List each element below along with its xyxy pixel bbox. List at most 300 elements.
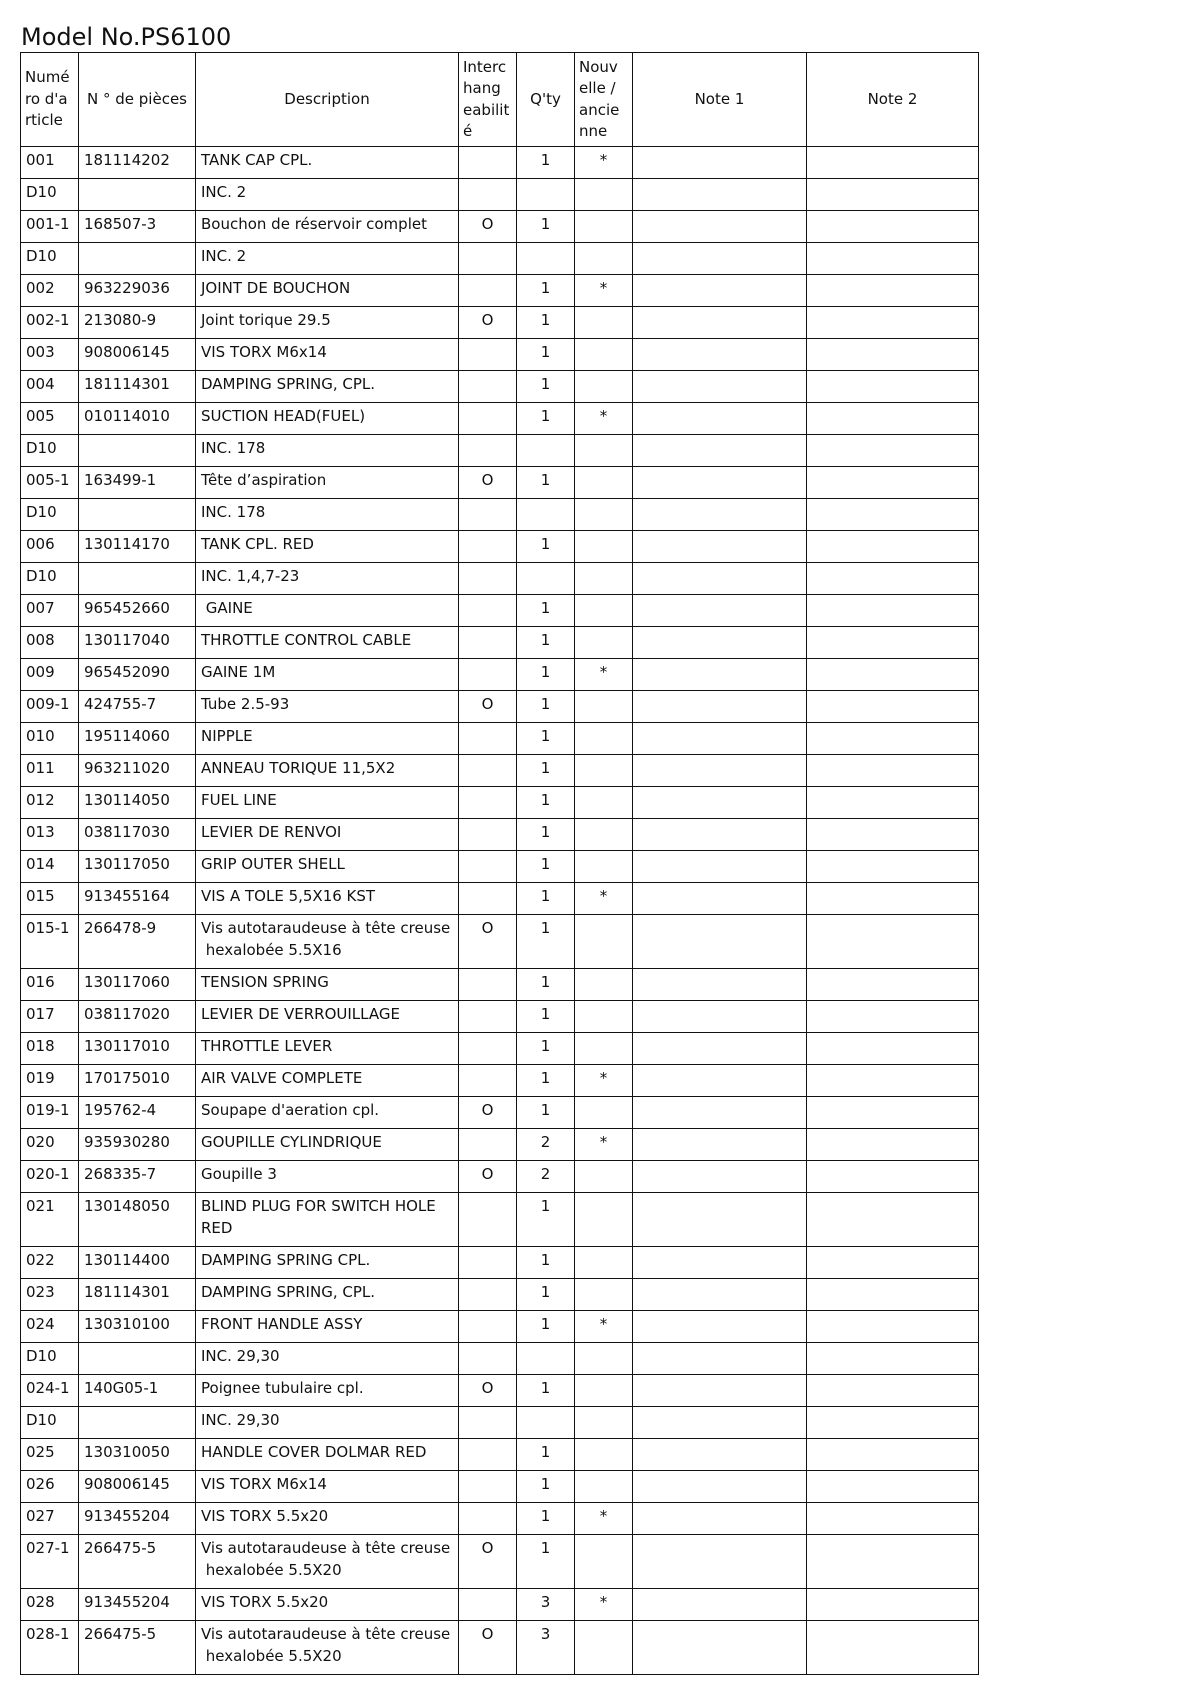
new-old-cell (575, 755, 633, 787)
item-number-cell: 027 (21, 1503, 79, 1535)
item-number-cell: 005 (21, 403, 79, 435)
note-1-cell (633, 1375, 807, 1407)
note-1-cell (633, 1439, 807, 1471)
note-2-cell (807, 723, 979, 755)
note-1-cell (633, 1193, 807, 1247)
new-old-cell (575, 723, 633, 755)
new-old-cell (575, 1097, 633, 1129)
note-1-cell (633, 915, 807, 969)
item-number-cell: D10 (21, 179, 79, 211)
part-number-cell: 130114050 (79, 787, 196, 819)
new-old-cell (575, 179, 633, 211)
new-old-cell (575, 1247, 633, 1279)
interchangeability-cell (459, 1407, 517, 1439)
note-2-cell (807, 1343, 979, 1375)
table-row (21, 1001, 979, 1033)
part-number-cell: 935930280 (79, 1129, 196, 1161)
table-row (21, 563, 979, 595)
note-1-cell (633, 435, 807, 467)
new-old-cell (575, 1161, 633, 1193)
note-1-cell (633, 969, 807, 1001)
interchangeability-cell (459, 1279, 517, 1311)
item-number-cell: 028-1 (21, 1621, 79, 1675)
part-number-cell (79, 499, 196, 531)
new-old-cell (575, 1407, 633, 1439)
interchangeability-cell: O (459, 1535, 517, 1589)
part-number-cell (79, 435, 196, 467)
new-old-cell (575, 467, 633, 499)
note-2-cell (807, 1589, 979, 1621)
table-row (21, 435, 979, 467)
new-old-cell: * (575, 883, 633, 915)
part-number-cell: 130310100 (79, 1311, 196, 1343)
description-cell: INC. 178 (196, 435, 459, 467)
note-2-cell (807, 1129, 979, 1161)
item-number-cell: 020-1 (21, 1161, 79, 1193)
interchangeability-cell: O (459, 1161, 517, 1193)
item-number-cell: 005-1 (21, 467, 79, 499)
item-number-cell: D10 (21, 435, 79, 467)
note-2-cell (807, 371, 979, 403)
new-old-cell (575, 307, 633, 339)
item-number-cell: 025 (21, 1439, 79, 1471)
note-1-cell (633, 755, 807, 787)
note-1-cell (633, 371, 807, 403)
description-cell: INC. 2 (196, 243, 459, 275)
part-number-cell: 130114400 (79, 1247, 196, 1279)
header-description: Description (196, 53, 459, 147)
quantity-cell: 1 (517, 211, 575, 243)
description-cell: THROTTLE LEVER (196, 1033, 459, 1065)
note-1-cell (633, 1065, 807, 1097)
note-2-cell (807, 339, 979, 371)
description-cell: INC. 178 (196, 499, 459, 531)
quantity-cell: 1 (517, 627, 575, 659)
interchangeability-cell (459, 969, 517, 1001)
item-number-cell: D10 (21, 1343, 79, 1375)
new-old-cell (575, 787, 633, 819)
description-cell: TENSION SPRING (196, 969, 459, 1001)
header-item-number: Numé ro d'a rticle (21, 53, 79, 147)
interchangeability-cell (459, 179, 517, 211)
note-1-cell (633, 243, 807, 275)
note-1-cell (633, 851, 807, 883)
part-number-cell: 130117010 (79, 1033, 196, 1065)
quantity-cell: 1 (517, 307, 575, 339)
new-old-cell: * (575, 1503, 633, 1535)
new-old-cell: * (575, 1129, 633, 1161)
quantity-cell: 1 (517, 1065, 575, 1097)
table-row (21, 723, 979, 755)
description-cell: AIR VALVE COMPLETE (196, 1065, 459, 1097)
note-1-cell (633, 723, 807, 755)
item-number-cell: 004 (21, 371, 79, 403)
quantity-cell (517, 435, 575, 467)
quantity-cell: 3 (517, 1589, 575, 1621)
interchangeability-cell: O (459, 307, 517, 339)
note-2-cell (807, 499, 979, 531)
table-row (21, 371, 979, 403)
interchangeability-cell (459, 1589, 517, 1621)
item-number-cell: 015 (21, 883, 79, 915)
note-2-cell (807, 627, 979, 659)
quantity-cell: 1 (517, 467, 575, 499)
description-cell: FRONT HANDLE ASSY (196, 1311, 459, 1343)
description-cell: DAMPING SPRING, CPL. (196, 371, 459, 403)
quantity-cell (517, 179, 575, 211)
new-old-cell (575, 1001, 633, 1033)
part-number-cell (79, 179, 196, 211)
description-cell: Tube 2.5-93 (196, 691, 459, 723)
new-old-cell (575, 211, 633, 243)
new-old-cell: * (575, 147, 633, 179)
quantity-cell: 1 (517, 1311, 575, 1343)
table-row (21, 1535, 979, 1589)
interchangeability-cell (459, 435, 517, 467)
interchangeability-cell (459, 243, 517, 275)
description-cell: Joint torique 29.5 (196, 307, 459, 339)
quantity-cell: 1 (517, 531, 575, 563)
part-number-cell (79, 243, 196, 275)
item-number-cell: 009 (21, 659, 79, 691)
note-1-cell (633, 179, 807, 211)
part-number-cell: 130117050 (79, 851, 196, 883)
part-number-cell: 038117020 (79, 1001, 196, 1033)
part-number-cell: 181114301 (79, 1279, 196, 1311)
description-cell: ANNEAU TORIQUE 11,5X2 (196, 755, 459, 787)
interchangeability-cell (459, 499, 517, 531)
part-number-cell: 130148050 (79, 1193, 196, 1247)
note-2-cell (807, 851, 979, 883)
part-number-cell: 130117060 (79, 969, 196, 1001)
table-row (21, 1193, 979, 1247)
part-number-cell: 130114170 (79, 531, 196, 563)
description-cell: SUCTION HEAD(FUEL) (196, 403, 459, 435)
description-cell: DAMPING SPRING, CPL. (196, 1279, 459, 1311)
note-2-cell (807, 147, 979, 179)
table-row (21, 969, 979, 1001)
table-row (21, 339, 979, 371)
table-row (21, 1311, 979, 1343)
note-1-cell (633, 1001, 807, 1033)
new-old-cell (575, 969, 633, 1001)
table-row (21, 1407, 979, 1439)
interchangeability-cell (459, 403, 517, 435)
note-1-cell (633, 1407, 807, 1439)
table-row (21, 275, 979, 307)
description-cell: THROTTLE CONTROL CABLE (196, 627, 459, 659)
part-number-cell: 963211020 (79, 755, 196, 787)
note-2-cell (807, 179, 979, 211)
note-2-cell (807, 403, 979, 435)
interchangeability-cell (459, 275, 517, 307)
description-cell: HANDLE COVER DOLMAR RED (196, 1439, 459, 1471)
note-2-cell (807, 1001, 979, 1033)
interchangeability-cell: O (459, 691, 517, 723)
item-number-cell: 027-1 (21, 1535, 79, 1589)
new-old-cell (575, 851, 633, 883)
part-number-cell: 130310050 (79, 1439, 196, 1471)
note-1-cell (633, 403, 807, 435)
note-2-cell (807, 1621, 979, 1675)
new-old-cell (575, 1279, 633, 1311)
part-number-cell: 213080-9 (79, 307, 196, 339)
note-1-cell (633, 883, 807, 915)
note-2-cell (807, 563, 979, 595)
item-number-cell: 014 (21, 851, 79, 883)
new-old-cell: * (575, 403, 633, 435)
description-cell: JOINT DE BOUCHON (196, 275, 459, 307)
table-row (21, 307, 979, 339)
quantity-cell (517, 243, 575, 275)
part-number-cell: 170175010 (79, 1065, 196, 1097)
new-old-cell (575, 627, 633, 659)
quantity-cell (517, 1407, 575, 1439)
note-1-cell (633, 499, 807, 531)
item-number-cell: 026 (21, 1471, 79, 1503)
interchangeability-cell (459, 627, 517, 659)
note-2-cell (807, 1471, 979, 1503)
description-cell: NIPPLE (196, 723, 459, 755)
table-row (21, 211, 979, 243)
description-cell: GOUPILLE CYLINDRIQUE (196, 1129, 459, 1161)
note-2-cell (807, 819, 979, 851)
item-number-cell: 011 (21, 755, 79, 787)
note-2-cell (807, 1535, 979, 1589)
quantity-cell: 1 (517, 883, 575, 915)
quantity-cell: 1 (517, 403, 575, 435)
note-2-cell (807, 1311, 979, 1343)
note-1-cell (633, 275, 807, 307)
note-1-cell (633, 819, 807, 851)
part-number-cell: 266478-9 (79, 915, 196, 969)
part-number-cell: 913455204 (79, 1503, 196, 1535)
interchangeability-cell (459, 755, 517, 787)
item-number-cell: D10 (21, 563, 79, 595)
description-cell: INC. 1,4,7-23 (196, 563, 459, 595)
parts-body (21, 147, 979, 1675)
description-cell: VIS TORX M6x14 (196, 1471, 459, 1503)
new-old-cell (575, 819, 633, 851)
description-cell: VIS A TOLE 5,5X16 KST (196, 883, 459, 915)
part-number-cell: 913455164 (79, 883, 196, 915)
header-note-1: Note 1 (633, 53, 807, 147)
description-cell: GAINE (196, 595, 459, 627)
interchangeability-cell (459, 787, 517, 819)
new-old-cell: * (575, 1589, 633, 1621)
quantity-cell: 1 (517, 1471, 575, 1503)
note-2-cell (807, 1161, 979, 1193)
quantity-cell (517, 1343, 575, 1375)
item-number-cell: 024 (21, 1311, 79, 1343)
note-1-cell (633, 659, 807, 691)
note-1-cell (633, 1343, 807, 1375)
header-part-number: N ° de pièces (79, 53, 196, 147)
description-cell: Poignee tubulaire cpl. (196, 1375, 459, 1407)
item-number-cell: 019 (21, 1065, 79, 1097)
interchangeability-cell: O (459, 1375, 517, 1407)
header-interchangeability: Interc hang eabilit é (459, 53, 517, 147)
part-number-cell: 913455204 (79, 1589, 196, 1621)
description-cell: INC. 29,30 (196, 1343, 459, 1375)
description-cell: Bouchon de réservoir complet (196, 211, 459, 243)
description-cell: DAMPING SPRING CPL. (196, 1247, 459, 1279)
quantity-cell: 1 (517, 1193, 575, 1247)
table-row (21, 1439, 979, 1471)
description-cell: LEVIER DE RENVOI (196, 819, 459, 851)
note-1-cell (633, 211, 807, 243)
part-number-cell: 965452090 (79, 659, 196, 691)
new-old-cell (575, 435, 633, 467)
header-quantity: Q'ty (517, 53, 575, 147)
note-2-cell (807, 755, 979, 787)
header-row (21, 53, 979, 147)
table-row (21, 915, 979, 969)
part-number-cell (79, 1343, 196, 1375)
item-number-cell: 028 (21, 1589, 79, 1621)
note-1-cell (633, 307, 807, 339)
table-row (21, 1161, 979, 1193)
part-number-cell: 181114202 (79, 147, 196, 179)
interchangeability-cell (459, 659, 517, 691)
table-row (21, 1589, 979, 1621)
part-number-cell: 908006145 (79, 1471, 196, 1503)
description-cell: LEVIER DE VERROUILLAGE (196, 1001, 459, 1033)
item-number-cell: 020 (21, 1129, 79, 1161)
note-1-cell (633, 563, 807, 595)
note-1-cell (633, 1621, 807, 1675)
item-number-cell: 001-1 (21, 211, 79, 243)
note-2-cell (807, 531, 979, 563)
note-2-cell (807, 275, 979, 307)
quantity-cell: 1 (517, 147, 575, 179)
note-2-cell (807, 1439, 979, 1471)
parts-table (20, 52, 979, 1675)
item-number-cell: 008 (21, 627, 79, 659)
note-1-cell (633, 1247, 807, 1279)
description-cell: Vis autotaraudeuse à tête creuse hexalobée 5.5X20 (196, 1535, 459, 1589)
quantity-cell: 1 (517, 969, 575, 1001)
item-number-cell: 007 (21, 595, 79, 627)
interchangeability-cell (459, 1001, 517, 1033)
quantity-cell: 1 (517, 1375, 575, 1407)
new-old-cell (575, 691, 633, 723)
new-old-cell (575, 243, 633, 275)
new-old-cell (575, 1193, 633, 1247)
part-number-cell: 038117030 (79, 819, 196, 851)
part-number-cell: 195114060 (79, 723, 196, 755)
quantity-cell: 1 (517, 691, 575, 723)
item-number-cell: 002-1 (21, 307, 79, 339)
note-1-cell (633, 467, 807, 499)
table-row (21, 1247, 979, 1279)
description-cell: Vis autotaraudeuse à tête creuse hexalobée 5.5X20 (196, 1621, 459, 1675)
table-row (21, 531, 979, 563)
quantity-cell: 1 (517, 1001, 575, 1033)
note-1-cell (633, 691, 807, 723)
table-row (21, 1503, 979, 1535)
note-2-cell (807, 915, 979, 969)
item-number-cell: 013 (21, 819, 79, 851)
note-1-cell (633, 1097, 807, 1129)
new-old-cell (575, 339, 633, 371)
item-number-cell: 010 (21, 723, 79, 755)
new-old-cell: * (575, 275, 633, 307)
table-row (21, 499, 979, 531)
item-number-cell: 009-1 (21, 691, 79, 723)
description-cell: GAINE 1M (196, 659, 459, 691)
note-1-cell (633, 531, 807, 563)
description-cell: BLIND PLUG FOR SWITCH HOLE RED (196, 1193, 459, 1247)
item-number-cell: 019-1 (21, 1097, 79, 1129)
part-number-cell: 181114301 (79, 371, 196, 403)
interchangeability-cell: O (459, 1097, 517, 1129)
table-row (21, 1343, 979, 1375)
interchangeability-cell (459, 371, 517, 403)
note-1-cell (633, 339, 807, 371)
note-1-cell (633, 595, 807, 627)
note-2-cell (807, 1247, 979, 1279)
new-old-cell (575, 371, 633, 403)
part-number-cell: 424755-7 (79, 691, 196, 723)
quantity-cell: 1 (517, 819, 575, 851)
note-2-cell (807, 787, 979, 819)
quantity-cell: 1 (517, 1503, 575, 1535)
table-row (21, 787, 979, 819)
description-cell: FUEL LINE (196, 787, 459, 819)
interchangeability-cell (459, 1343, 517, 1375)
note-2-cell (807, 1503, 979, 1535)
quantity-cell (517, 499, 575, 531)
page-title: Model No.PS6100 (21, 23, 232, 51)
quantity-cell: 1 (517, 275, 575, 307)
item-number-cell: D10 (21, 1407, 79, 1439)
table-row (21, 1065, 979, 1097)
interchangeability-cell (459, 1033, 517, 1065)
note-2-cell (807, 435, 979, 467)
interchangeability-cell (459, 1193, 517, 1247)
note-2-cell (807, 467, 979, 499)
note-1-cell (633, 1033, 807, 1065)
note-2-cell (807, 969, 979, 1001)
description-cell: Vis autotaraudeuse à tête creuse hexalobée 5.5X16 (196, 915, 459, 969)
description-cell: Tête d’aspiration (196, 467, 459, 499)
part-number-cell: 130117040 (79, 627, 196, 659)
interchangeability-cell (459, 723, 517, 755)
part-number-cell: 163499-1 (79, 467, 196, 499)
part-number-cell: 140G05-1 (79, 1375, 196, 1407)
table-row (21, 243, 979, 275)
part-number-cell: 963229036 (79, 275, 196, 307)
quantity-cell: 1 (517, 1247, 575, 1279)
new-old-cell (575, 563, 633, 595)
quantity-cell: 1 (517, 659, 575, 691)
new-old-cell (575, 1033, 633, 1065)
interchangeability-cell (459, 1311, 517, 1343)
interchangeability-cell (459, 1439, 517, 1471)
quantity-cell: 1 (517, 1033, 575, 1065)
interchangeability-cell: O (459, 915, 517, 969)
interchangeability-cell (459, 819, 517, 851)
header-new-old: Nouv elle / ancie nne (575, 53, 633, 147)
quantity-cell: 2 (517, 1129, 575, 1161)
note-2-cell (807, 883, 979, 915)
new-old-cell (575, 531, 633, 563)
interchangeability-cell: O (459, 211, 517, 243)
quantity-cell: 1 (517, 1279, 575, 1311)
quantity-cell: 2 (517, 1161, 575, 1193)
note-2-cell (807, 1065, 979, 1097)
